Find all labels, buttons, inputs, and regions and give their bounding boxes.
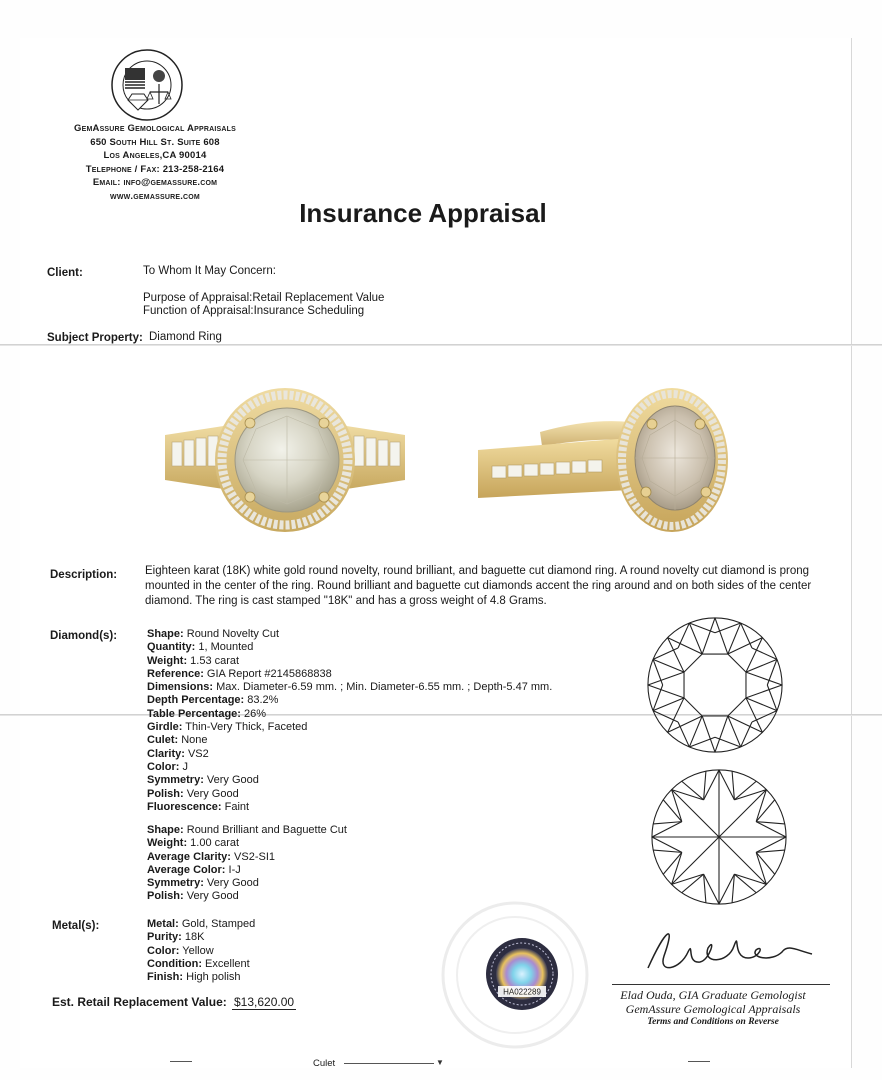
- center-diamond-specs: [147, 628, 552, 814]
- spec-key: Average Color:: [147, 863, 226, 876]
- facet-line: [715, 716, 728, 752]
- company-street: 650 South Hill St. Suite 608: [90, 136, 220, 148]
- facet-line: [682, 874, 704, 893]
- spec-key: Polish:: [147, 890, 184, 903]
- facet-line: [682, 781, 704, 800]
- diamonds-label: Diamond(s):: [50, 630, 118, 642]
- spec-row: [147, 628, 552, 641]
- spec-key: Weight:: [147, 837, 188, 850]
- facet-line: [684, 654, 702, 672]
- signature-line: [612, 984, 830, 985]
- facet-line: [663, 852, 682, 874]
- spec-key: Fluorescence:: [147, 800, 222, 813]
- spec-row: [147, 774, 552, 787]
- spec-key: Shape:: [147, 824, 184, 836]
- company-website: www.gemassure.com: [110, 190, 200, 202]
- metals-label: Metal(s):: [52, 920, 100, 932]
- spec-value: Very Good: [203, 774, 259, 787]
- facet-line: [668, 698, 684, 733]
- company-city: Los Angeles,CA 90014: [103, 150, 207, 161]
- facet-line: [752, 711, 777, 722]
- facet-line: [678, 623, 689, 648]
- appraiser-name: Elad Ouda, GIA Graduate Gemologist: [620, 988, 806, 1002]
- facet-line: [746, 698, 762, 733]
- description-text: Eighteen karat (18K) white gold round novelty, round brilliant, and baguette cut diamond ring. A round novelty cut diamond is prong mounted in the center of the ring. Round brilliant and baguette cut diamonds accent the ring around and on both sides of the center diamond. The ring is cast stamped "18K" and has a gross weight of 4.8 Grams.: [145, 565, 812, 607]
- subject-property-value: Diamond Ring: [149, 331, 222, 343]
- spec-row: [147, 721, 552, 734]
- ring-photo-top: [160, 380, 410, 550]
- facet-line: [663, 800, 682, 822]
- terms-note: Terms and Conditions on Reverse: [647, 1017, 779, 1027]
- accent-diamond-specs: [147, 824, 347, 904]
- spec-key: Finish:: [147, 971, 184, 984]
- facet-line: [741, 722, 752, 747]
- hologram-sticker: [484, 936, 560, 1012]
- purpose-of-appraisal: Purpose of Appraisal:Retail Replacement Value: [143, 292, 385, 304]
- spec-row: [147, 694, 552, 707]
- estimate-value: $13,620.00: [234, 995, 295, 1009]
- facet-line: [648, 685, 684, 698]
- spec-value: Round Brilliant and Baguette Cut: [183, 824, 347, 836]
- spec-row: [147, 824, 347, 837]
- spec-value: 26%: [240, 707, 267, 720]
- facet-line: [728, 698, 746, 716]
- spec-value: 18K: [181, 931, 205, 944]
- spec-key: Metal:: [147, 918, 179, 930]
- facet-line: [746, 685, 782, 698]
- appraiser-company: GemAssure Gemological Appraisals: [625, 1002, 801, 1016]
- facet-line: [756, 852, 775, 874]
- spec-value: I-J: [225, 863, 241, 876]
- facet-line: [653, 711, 678, 722]
- facet-line: [746, 638, 762, 673]
- company-email: Email: info@gemassure.com: [92, 177, 218, 188]
- estimate-label: Est. Retail Replacement Value:: [52, 995, 227, 1009]
- spec-key: Symmetry:: [147, 877, 204, 890]
- culet-arrow-icon: ▼: [436, 1058, 444, 1067]
- spec-key: Shape:: [147, 628, 184, 640]
- spec-key: Dimensions:: [147, 681, 214, 694]
- facet-line: [756, 800, 775, 822]
- facet-line: [668, 638, 684, 673]
- spec-key: Clarity:: [147, 747, 185, 760]
- facet-line: [728, 654, 746, 672]
- spec-value: Faint: [221, 800, 250, 813]
- facet-line: [702, 618, 715, 654]
- spec-row: [147, 761, 552, 774]
- spec-value: Very Good: [183, 787, 239, 800]
- spec-row: [147, 708, 552, 721]
- spec-row: [147, 890, 347, 903]
- spec-value: 1, Mounted: [195, 641, 254, 654]
- facet-line: [678, 722, 689, 747]
- spec-key: Weight:: [147, 654, 188, 667]
- facet-line: [752, 648, 777, 659]
- spec-row: [147, 931, 255, 944]
- facet-line: [684, 698, 702, 716]
- spec-value: J: [179, 760, 188, 773]
- spec-row: [147, 668, 552, 681]
- facet-line: [648, 672, 684, 685]
- facet-line: [653, 648, 678, 659]
- spec-key: Culet:: [147, 734, 179, 747]
- spec-value: Round Novelty Cut: [183, 628, 280, 640]
- culet-label: Culet: [313, 1058, 336, 1069]
- spec-value: Thin-Very Thick, Faceted: [182, 721, 308, 734]
- pavilion-diagram: [648, 766, 790, 908]
- footer-tick: [170, 1061, 192, 1062]
- spec-value: Very Good: [183, 890, 239, 903]
- spec-key: Polish:: [147, 787, 184, 800]
- facet-line: [702, 716, 715, 752]
- spec-value: VS2: [184, 747, 209, 760]
- facet-line: [734, 781, 756, 800]
- spec-key: Quantity:: [147, 641, 196, 654]
- facet-line: [728, 638, 763, 654]
- facet-line: [746, 672, 782, 685]
- facet-line: [734, 874, 756, 893]
- spec-row: [147, 801, 552, 814]
- footer-tick: [688, 1061, 710, 1062]
- client-value: To Whom It May Concern:: [143, 265, 276, 277]
- spec-value: High polish: [183, 971, 241, 984]
- spec-row: [147, 971, 255, 984]
- spec-key: Color:: [147, 944, 180, 957]
- spec-key: Depth Percentage:: [147, 694, 245, 707]
- spec-row: [147, 945, 255, 958]
- function-of-appraisal: Function of Appraisal:Insurance Scheduling: [143, 305, 365, 317]
- gemassure-logo: [110, 48, 184, 122]
- ring-photo-side: [470, 380, 730, 550]
- facet-line: [741, 623, 752, 648]
- spec-row: [147, 681, 552, 694]
- company-address: [40, 122, 270, 203]
- spec-key: Symmetry:: [147, 774, 204, 787]
- spec-row: [147, 851, 347, 864]
- spec-row: [147, 734, 552, 747]
- spec-key: Condition:: [147, 957, 202, 970]
- culet-line: [344, 1063, 434, 1064]
- facet-line: [728, 716, 763, 732]
- hologram-code: HA022289: [503, 987, 541, 997]
- spec-value: 1.53 carat: [187, 654, 240, 667]
- spec-row: [147, 877, 347, 890]
- facet-line: [668, 638, 703, 654]
- description-label: Description:: [50, 569, 118, 581]
- spec-value: None: [178, 734, 208, 747]
- spec-row: [147, 748, 552, 761]
- subject-property-label: Subject Property:: [47, 332, 143, 344]
- spec-value: Max. Diameter-6.59 mm. ; Min. Diameter-6.55 mm. ; Depth-5.47 mm.: [213, 681, 553, 694]
- signature-block: [588, 988, 838, 1029]
- spec-row: [147, 788, 552, 801]
- spec-row: [147, 864, 347, 877]
- spec-row: [147, 655, 552, 668]
- company-name: GemAssure Gemological Appraisals: [74, 123, 236, 134]
- spec-value: VS2-SI1: [230, 850, 275, 863]
- spec-key: Purity:: [147, 931, 182, 944]
- spec-row: [147, 918, 255, 931]
- spec-value: GIA Report #2145868838: [203, 667, 332, 680]
- spec-key: Average Clarity:: [147, 850, 231, 863]
- spec-key: Color:: [147, 760, 180, 773]
- spec-value: Very Good: [203, 877, 259, 890]
- metal-specs: [147, 918, 255, 984]
- spec-value: 83.2%: [244, 694, 279, 707]
- facet-line: [668, 716, 703, 732]
- spec-row: [147, 641, 552, 654]
- client-label: Client:: [47, 267, 83, 279]
- company-phone: Telephone / Fax: 213-258-2164: [85, 163, 225, 175]
- spec-value: Gold, Stamped: [178, 918, 256, 930]
- facet-line: [715, 618, 728, 654]
- spec-row: [147, 958, 255, 971]
- spec-key: Table Percentage:: [147, 707, 241, 720]
- spec-key: Reference:: [147, 667, 204, 680]
- spec-value: Excellent: [201, 957, 250, 970]
- spec-value: Yellow: [179, 944, 214, 957]
- spec-row: [147, 837, 347, 850]
- page-title: Insurance Appraisal: [299, 198, 547, 228]
- crown-diagram: [644, 614, 786, 756]
- signature: [636, 918, 826, 982]
- spec-value: 1.00 carat: [187, 837, 240, 850]
- paper-fold: [0, 344, 882, 346]
- spec-key: Girdle:: [147, 721, 183, 734]
